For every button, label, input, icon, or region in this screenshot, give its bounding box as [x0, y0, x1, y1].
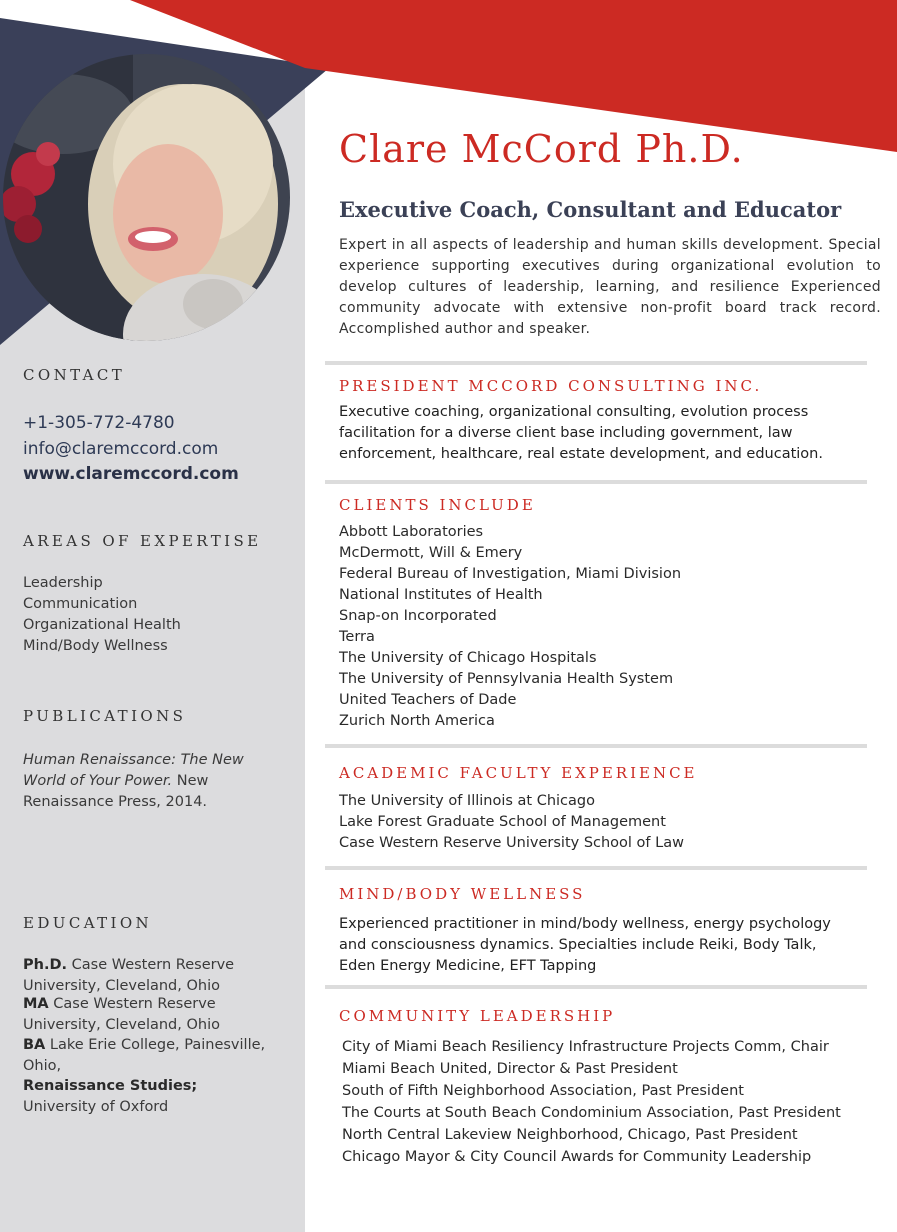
- job-title: Executive Coach, Consultant and Educator: [339, 197, 842, 222]
- publication-details: New Renaissance Press, 2014.: [23, 773, 209, 810]
- education-degree: MA: [23, 996, 49, 1012]
- section-divider: [325, 866, 867, 870]
- education-entry: [23, 955, 293, 997]
- expertise-item: Mind/Body Wellness: [23, 638, 168, 654]
- contact-heading: CONTACT: [23, 366, 126, 384]
- community-item: City of Miami Beach Resiliency Infrastructure Projects Comm, Chair: [342, 1039, 829, 1055]
- community-item: Miami Beach United, Director & Past President: [342, 1061, 678, 1077]
- wellness-text: Experienced practitioner in mind/body wellness, energy psychology and consciousness dynamics. Specialties include Reiki, Body Talk, Eden Energy Medicine, EFT Tapping: [339, 916, 831, 974]
- president-heading: PRESIDENT MCCORD CONSULTING INC.: [339, 377, 763, 395]
- community-item: North Central Lakeview Neighborhood, Chicago, Past President: [342, 1127, 798, 1143]
- education-school: University of Oxford: [23, 1099, 169, 1115]
- client-item: National Institutes of Health: [339, 587, 543, 603]
- community-heading: COMMUNITY LEADERSHIP: [339, 1007, 616, 1025]
- community-item: The Courts at South Beach Condominium Association, Past President: [342, 1105, 841, 1121]
- expertise-list: [23, 573, 181, 657]
- section-divider: [325, 480, 867, 484]
- section-divider: [325, 361, 867, 365]
- academic-item: Lake Forest Graduate School of Management: [339, 814, 666, 830]
- community-item: Chicago Mayor & City Council Awards for Community Leadership: [342, 1149, 812, 1165]
- page-title: Clare McCord Ph.D.: [339, 127, 744, 171]
- client-item: Abbott Laboratories: [339, 524, 484, 540]
- client-item: Federal Bureau of Investigation, Miami Division: [339, 566, 682, 582]
- community-list: [342, 1036, 841, 1168]
- academic-item: Case Western Reserve University School of Law: [339, 835, 684, 851]
- client-item: The University of Chicago Hospitals: [339, 650, 597, 666]
- education-degree: Ph.D.: [23, 957, 68, 973]
- education-entry: [23, 1035, 293, 1077]
- education-degree: Renaissance Studies;: [23, 1078, 198, 1094]
- education-entry: [23, 994, 293, 1036]
- education-entry: [23, 1076, 293, 1118]
- publication-title: Human Renaissance: The New World of Your Power.: [23, 752, 244, 789]
- education-school: Case Western Reserve University, Cleveland, Ohio: [23, 996, 220, 1033]
- contact-email[interactable]: info@claremccord.com: [23, 439, 219, 459]
- academic-list: [339, 791, 684, 854]
- education-degree: BA: [23, 1037, 46, 1053]
- client-item: McDermott, Will & Emery: [339, 545, 523, 561]
- contact-website[interactable]: www.claremccord.com: [23, 464, 239, 484]
- section-divider: [325, 744, 867, 748]
- publications-heading: PUBLICATIONS: [23, 707, 187, 725]
- client-item: United Teachers of Dade: [339, 692, 517, 708]
- client-item: Zurich North America: [339, 713, 495, 729]
- education-school: Lake Erie College, Painesville, Ohio,: [23, 1037, 266, 1074]
- expertise-heading: AREAS OF EXPERTISE: [23, 532, 262, 550]
- client-item: Snap-on Incorporated: [339, 608, 497, 624]
- client-item: The University of Pennsylvania Health System: [339, 671, 674, 687]
- wellness-heading: MIND/BODY WELLNESS: [339, 885, 586, 903]
- expertise-item: Leadership: [23, 575, 103, 591]
- client-item: Terra: [339, 629, 375, 645]
- profile-summary: Expert in all aspects of leadership and human skills development. Special experience supporting executives during organizational evolution to develop cultures of leadership, learning, and resilience Experienced community advocate with extensive non-profit board track record. Accomplished author and speaker.: [339, 237, 881, 337]
- clients-list: [339, 522, 681, 732]
- expertise-item: Organizational Health: [23, 617, 181, 633]
- academic-heading: ACADEMIC FACULTY EXPERIENCE: [339, 764, 698, 782]
- publication-entry: [23, 750, 283, 813]
- education-school: Case Western Reserve University, Cleveland, Ohio: [23, 957, 235, 994]
- clients-heading: CLIENTS INCLUDE: [339, 496, 536, 514]
- expertise-item: Communication: [23, 596, 138, 612]
- profile-photo: [3, 54, 290, 341]
- education-heading: EDUCATION: [23, 914, 153, 932]
- president-text: Executive coaching, organizational consulting, evolution process facilitation for a diverse client base including government, law enforcement, healthcare, real estate development, and education.: [339, 404, 823, 462]
- contact-phone[interactable]: +1-305-772-4780: [23, 413, 175, 433]
- community-item: South of Fifth Neighborhood Association, Past President: [342, 1083, 744, 1099]
- section-divider: [325, 985, 867, 989]
- academic-item: The University of Illinois at Chicago: [339, 793, 595, 809]
